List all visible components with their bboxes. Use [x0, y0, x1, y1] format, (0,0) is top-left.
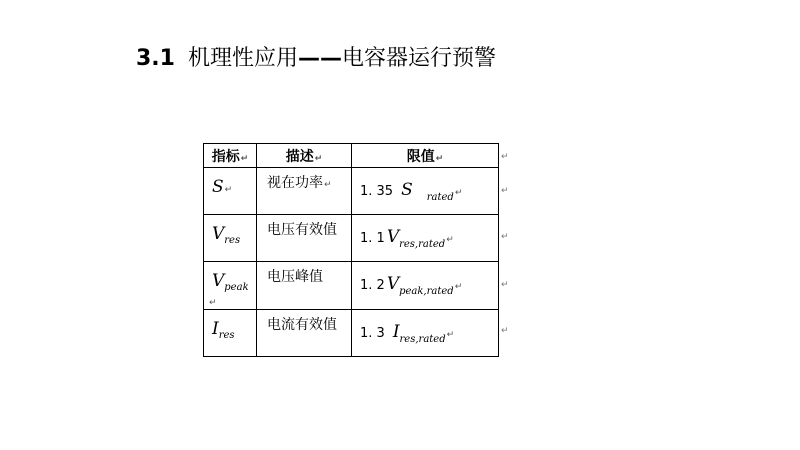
- description-cell: 电压有效值: [257, 215, 352, 262]
- description-cell: 视在功率↵: [257, 168, 352, 215]
- table-row: [204, 168, 499, 215]
- paragraph-mark: ↵: [240, 153, 249, 164]
- header-description: 描述↵: [257, 144, 352, 168]
- limit-cell: 1. 3 $I_{res,rated}↵$: [352, 310, 499, 357]
- description-cell: 电压峰值: [257, 262, 352, 310]
- paragraph-mark: ↵: [314, 153, 323, 164]
- table-header-row: [204, 144, 499, 168]
- limits-table: [203, 143, 499, 357]
- row-end-mark: ↵: [501, 186, 509, 196]
- row-end-mark: ↵: [501, 152, 509, 162]
- limit-cell: 1. 1 $V_{res,rated}↵$: [352, 215, 499, 262]
- table-row: [204, 310, 499, 357]
- section-number: 3.1: [136, 46, 175, 71]
- row-end-mark: ↵: [501, 232, 509, 242]
- row-end-mark: ↵: [501, 280, 509, 290]
- paragraph-mark: ↵: [435, 153, 444, 164]
- indicator-cell: S↵: [204, 168, 257, 215]
- table-row: [204, 262, 499, 310]
- description-cell: 电流有效值: [257, 310, 352, 357]
- indicator-cell: $V_{res}$: [204, 215, 257, 262]
- title-text: 机理性应用: [187, 46, 298, 71]
- title-topic: 电容器运行预警: [342, 46, 497, 71]
- indicator-cell: $V_{peak}↵$: [204, 262, 257, 310]
- limit-cell: 1. 35 S $_{rated}$↵: [352, 168, 499, 215]
- title-dash: ——: [298, 46, 342, 71]
- row-end-mark: ↵: [501, 326, 509, 336]
- slide-title: [136, 44, 496, 74]
- indicator-cell: $I_{res}$: [204, 310, 257, 357]
- limit-cell: 1. 2 $V_{peak,rated}↵$: [352, 262, 499, 310]
- header-indicator: 指标↵: [204, 144, 257, 168]
- table-row: [204, 215, 499, 262]
- header-limit: 限值↵: [352, 144, 499, 168]
